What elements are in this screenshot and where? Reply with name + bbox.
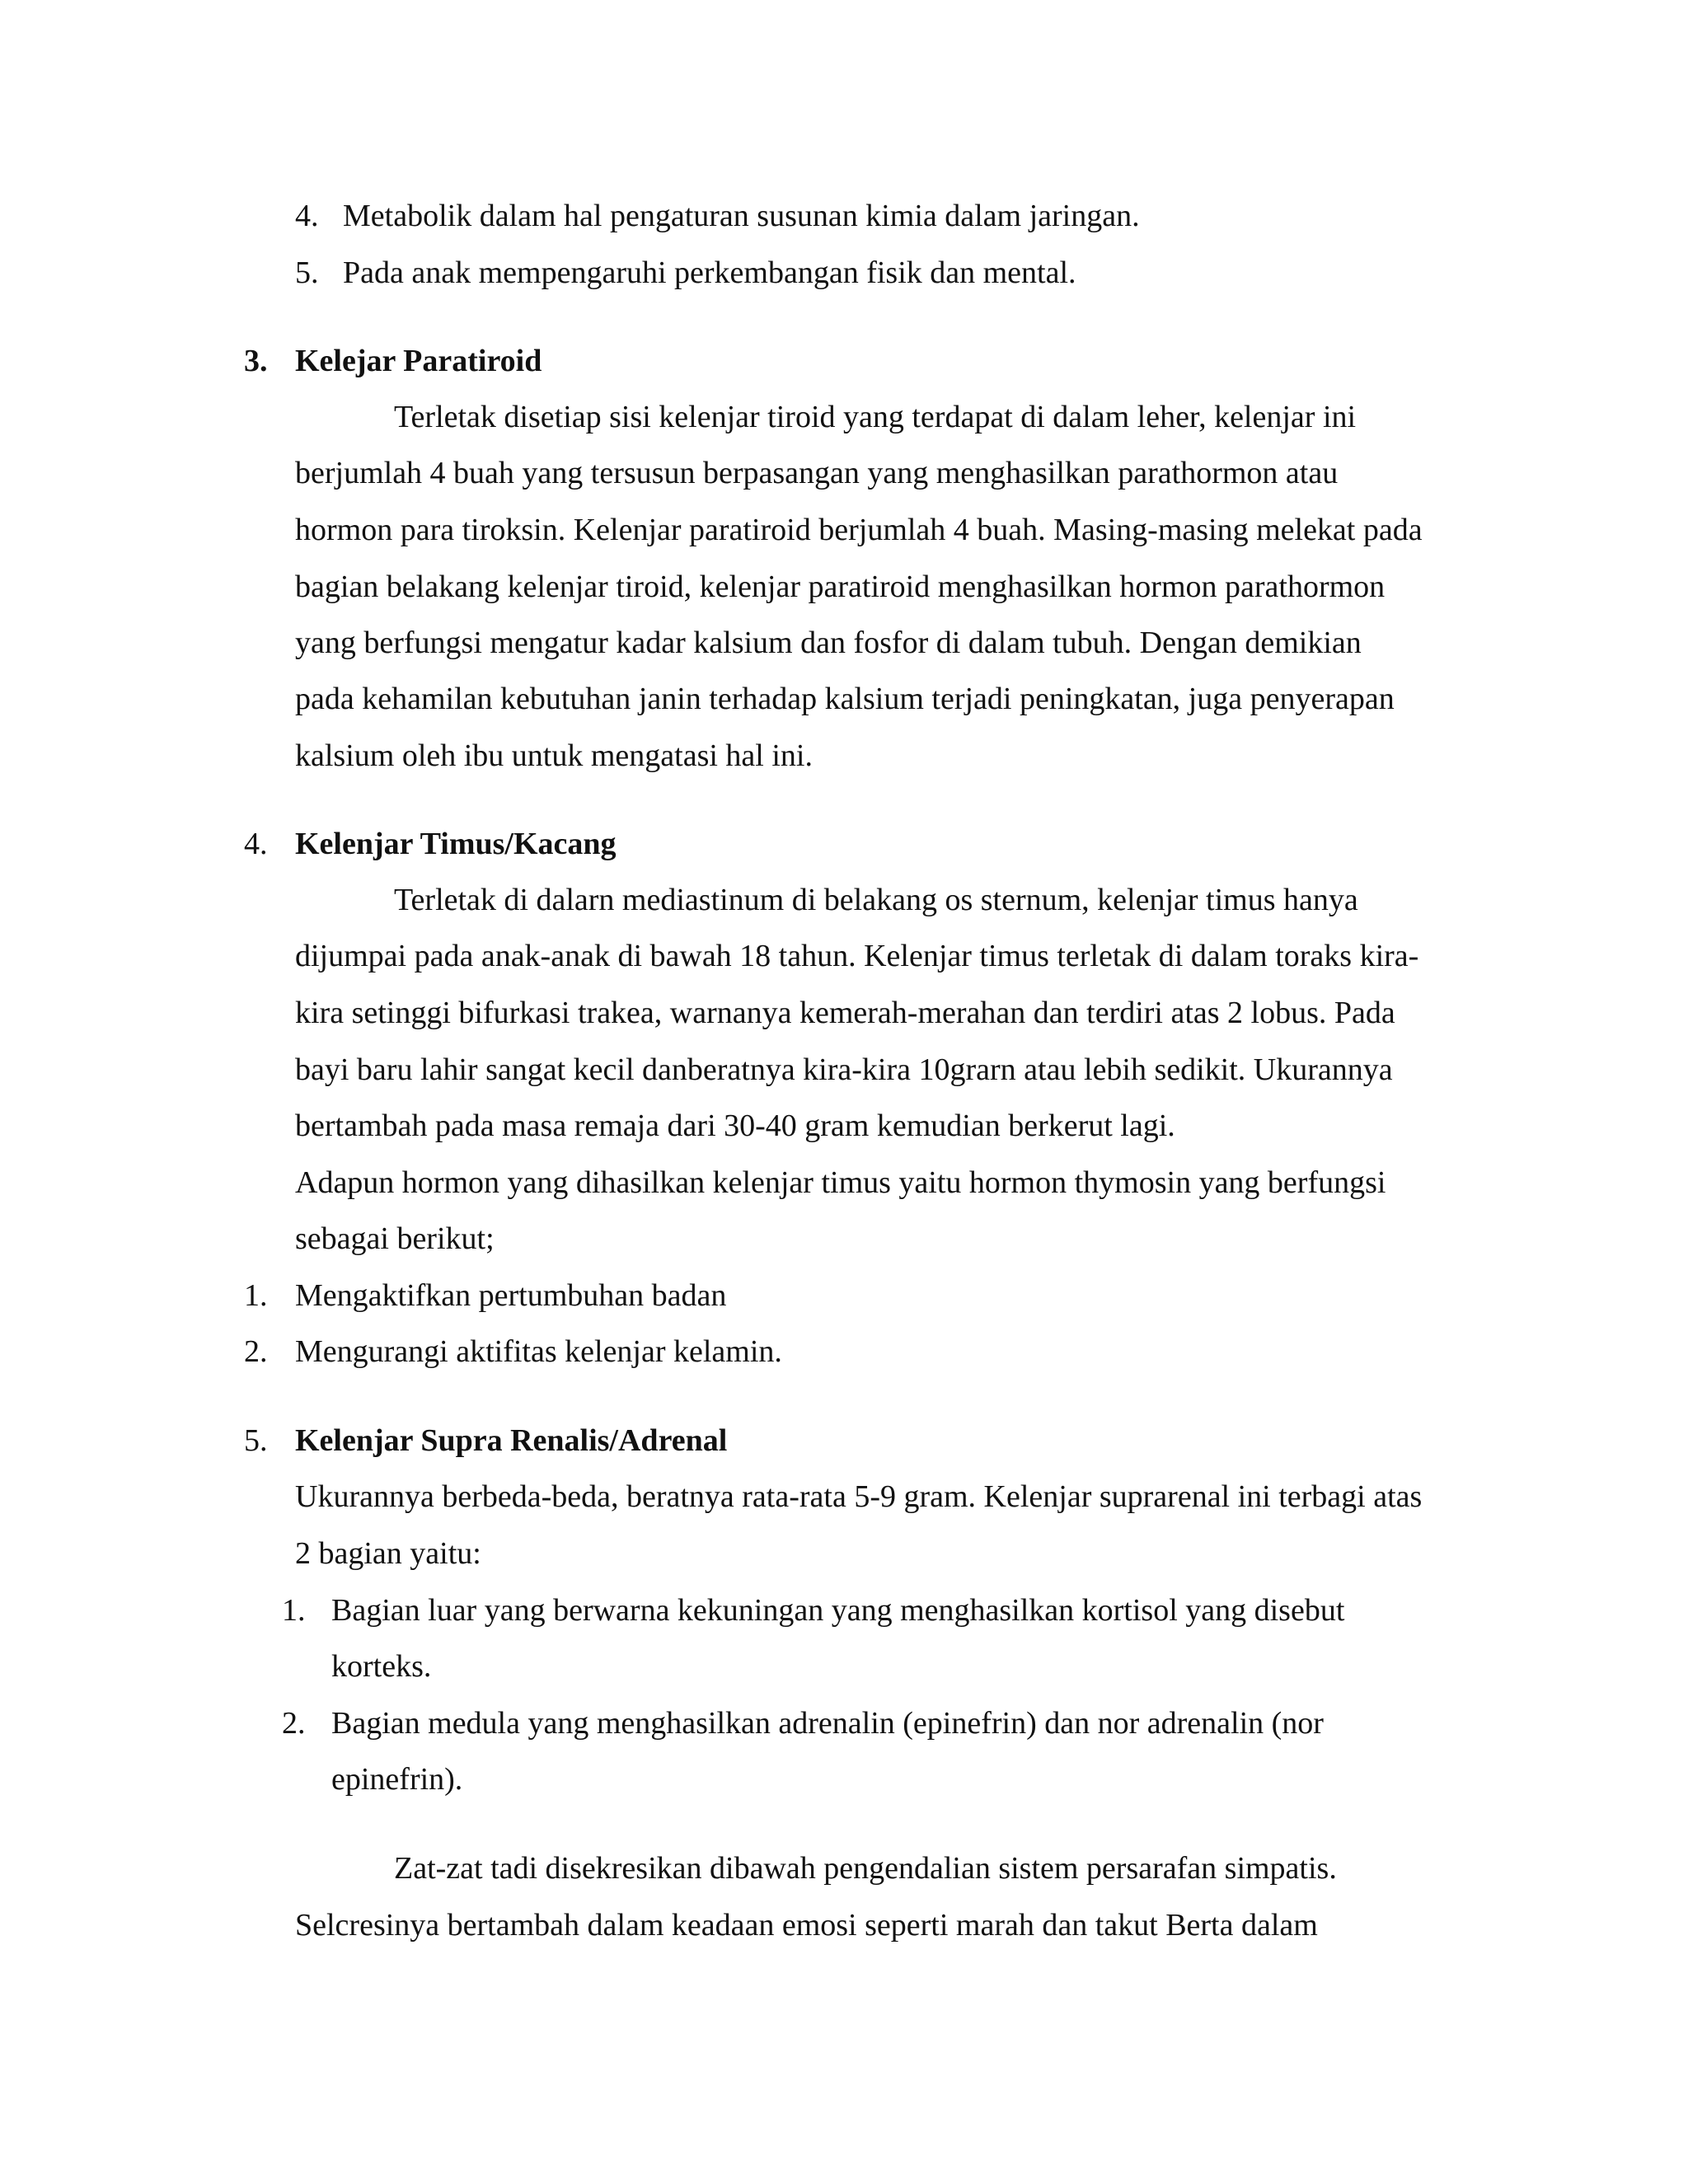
- paragraph-line: Terletak di dalarn mediastinum di belakang os sternum, kelenjar timus hanya: [394, 883, 1358, 917]
- paragraph-line: bertambah pada masa remaja dari 30-40 gram kemudian berkerut lagi.: [295, 1108, 1175, 1143]
- section-heading: Kelejar Paratiroid: [295, 344, 542, 378]
- paragraph-line: hormon para tiroksin. Kelenjar paratiroid berjumlah 4 buah. Masing-masing melekat pada: [295, 513, 1423, 547]
- paragraph-line: dijumpai pada anak-anak di bawah 18 tahun. Kelenjar timus terletak di dalam toraks kira-: [295, 939, 1419, 973]
- list-item-text: Pada anak mempengaruhi perkembangan fisik dan mental.: [343, 255, 1076, 290]
- paragraph-line: kira setinggi bifurkasi trakea, warnanya kemerah-merahan dan terdiri atas 2 lobus. Pada: [295, 996, 1395, 1030]
- paragraph-line: bayi baru lahir sangat kecil danberatnya kira-kira 10grarn atau lebih sedikit. Ukurannya: [295, 1052, 1393, 1087]
- list-number: 1.: [282, 1593, 306, 1628]
- list-item-text: Bagian luar yang berwarna kekuningan yang menghasilkan kortisol yang disebut: [331, 1593, 1345, 1628]
- paragraph-line: Adapun hormon yang dihasilkan kelenjar timus yaitu hormon thymosin yang berfungsi: [295, 1165, 1386, 1200]
- paragraph-line: Zat-zat tadi disekresikan dibawah pengendalian sistem persarafan simpatis.: [394, 1851, 1337, 1886]
- paragraph-line: pada kehamilan kebutuhan janin terhadap kalsium terjadi peningkatan, juga penyerapan: [295, 682, 1395, 716]
- paragraph-line: Terletak disetiap sisi kelenjar tiroid yang terdapat di dalam leher, kelenjar ini: [394, 400, 1357, 434]
- paragraph-line: berjumlah 4 buah yang tersusun berpasangan yang menghasilkan parathormon atau: [295, 456, 1339, 490]
- paragraph-line: bagian belakang kelenjar tiroid, kelenjar paratiroid menghasilkan hormon parathormon: [295, 569, 1386, 604]
- list-item-text: Mengurangi aktifitas kelenjar kelamin.: [295, 1334, 782, 1369]
- list-item-text: Mengaktifkan pertumbuhan badan: [295, 1278, 727, 1313]
- list-number: 2.: [244, 1334, 268, 1369]
- paragraph-line: yang berfungsi mengatur kadar kalsium dan fosfor di dalam tubuh. Dengan demikian: [295, 626, 1362, 660]
- list-number: 2.: [282, 1706, 306, 1741]
- paragraph-line: 2 bagian yaitu:: [295, 1536, 481, 1571]
- list-number: 1.: [244, 1278, 268, 1313]
- list-item-text: Metabolik dalam hal pengaturan susunan kimia dalam jaringan.: [343, 199, 1140, 233]
- section-number: 3.: [244, 344, 268, 378]
- list-item-text: Bagian medula yang menghasilkan adrenalin (epinefrin) dan nor adrenalin (nor: [331, 1706, 1324, 1741]
- section-heading: Kelenjar Supra Renalis/Adrenal: [295, 1423, 728, 1458]
- list-item-text: epinefrin).: [331, 1762, 463, 1797]
- paragraph-line: Ukurannya berbeda-beda, beratnya rata-rata 5-9 gram. Kelenjar suprarenal ini terbagi atas: [295, 1479, 1423, 1514]
- list-number: 5.: [295, 255, 319, 290]
- paragraph-line: Selcresinya bertambah dalam keadaan emosi seperti marah dan takut Berta dalam: [295, 1908, 1318, 1943]
- paragraph-line: sebagai berikut;: [295, 1221, 495, 1256]
- section-heading: Kelenjar Timus/Kacang: [295, 827, 617, 861]
- section-number: 4.: [244, 827, 268, 861]
- list-number: 4.: [295, 199, 319, 233]
- section-number: 5.: [244, 1423, 268, 1458]
- paragraph-line: kalsium oleh ibu untuk mengatasi hal ini.: [295, 738, 813, 773]
- list-item-text: korteks.: [331, 1649, 432, 1684]
